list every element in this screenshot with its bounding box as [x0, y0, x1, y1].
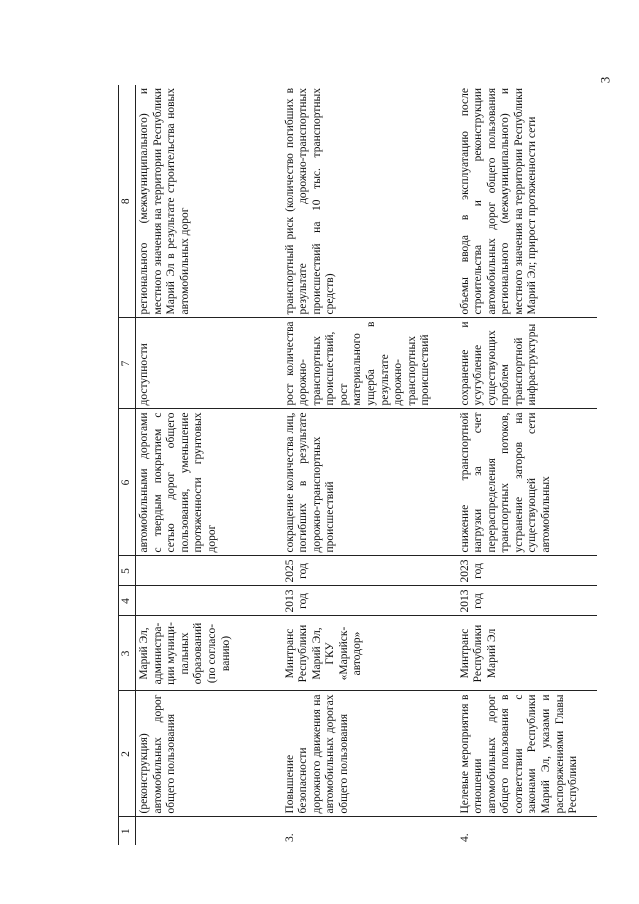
measure-name: (реконструкция) автомобильных дорог общего пользования: [136, 691, 282, 817]
executor: Марий Эл, администра-ции муници-пальных образований (по согласо-ванию): [136, 616, 282, 691]
measure-name: Целевые мероприятия в отношении автомобильных дорог общего пользования в соответствии с законами Республики Марий Эл, указами и распоряжениями Главы Республики: [457, 691, 597, 817]
row-number: 4.: [458, 833, 471, 842]
col-header-6: 6: [119, 409, 136, 556]
indicator: объемы ввода в эксплуатацию после строительства и реконструкции автомобильных дорог общего пользования регионального (межмуниципального) и местного значения на территории Республики Марий Эл; прирост протяженности сети: [457, 85, 597, 318]
measures-table: [118, 85, 597, 845]
measure-name: Повышение безопасности дорожного движения на автомобильных дорогах общего пользования: [282, 691, 457, 817]
col-header-5: 5: [119, 556, 136, 586]
col-header-4: 4: [119, 586, 136, 616]
header-row: [119, 85, 136, 845]
col-header-3: 3: [119, 616, 136, 691]
end-year: [136, 556, 282, 586]
expected-result: автомобильными дорогами с твердым покрытием с сетью дорог общего пользования, уменьшение протяженности грунтовых дорог: [136, 409, 282, 556]
consequence: рост количества дорожно-транспортных происшествий, рост материального ущерба в результате дорожно-транспортных происшествий: [282, 318, 457, 409]
end-year: 2025 год: [282, 556, 457, 586]
indicator: транспортный риск (количество погибших в результате дорожно-транспортных происшествий на 10 тыс. транспортных средств): [282, 85, 457, 318]
row-number: [136, 817, 282, 845]
indicator: регионального (межмуниципального) и местного значения на территории Республики Марий Эл в результате строительства новых автомобильных дорог: [136, 85, 282, 318]
expected-result: сокращение количества лиц, погибших в результате дорожно-транспортных происшествий: [282, 409, 457, 556]
start-year: [136, 586, 282, 616]
consequence: сохранение и усугубление существующих проблем транспортной инфраструктуры: [457, 318, 597, 409]
table-row: [457, 85, 597, 845]
executor: Минтранс Республики Марий Эл: [457, 616, 597, 691]
consequence: доступности: [136, 318, 282, 409]
start-year: 2013 год: [457, 586, 597, 616]
rotated-table-container: [118, 85, 603, 845]
col-header-1: 1: [119, 817, 136, 845]
row-number: 3.: [283, 833, 296, 842]
end-year: 2023 год: [457, 556, 597, 586]
col-header-8: 8: [119, 85, 136, 318]
table-row: [136, 85, 282, 845]
col-header-2: 2: [119, 691, 136, 817]
page-number: 3: [597, 76, 613, 84]
table-row: [282, 85, 457, 845]
col-header-7: 7: [119, 318, 136, 409]
executor: Минтранс Республики Марий Эл, ГКУ «Марийск-автодор»: [282, 616, 457, 691]
start-year: 2013 год: [282, 586, 457, 616]
expected-result: снижение транспортной нагрузки за счет перераспределения транспортных потоков, устранение заторов на существующей сети автомобильных: [457, 409, 597, 556]
